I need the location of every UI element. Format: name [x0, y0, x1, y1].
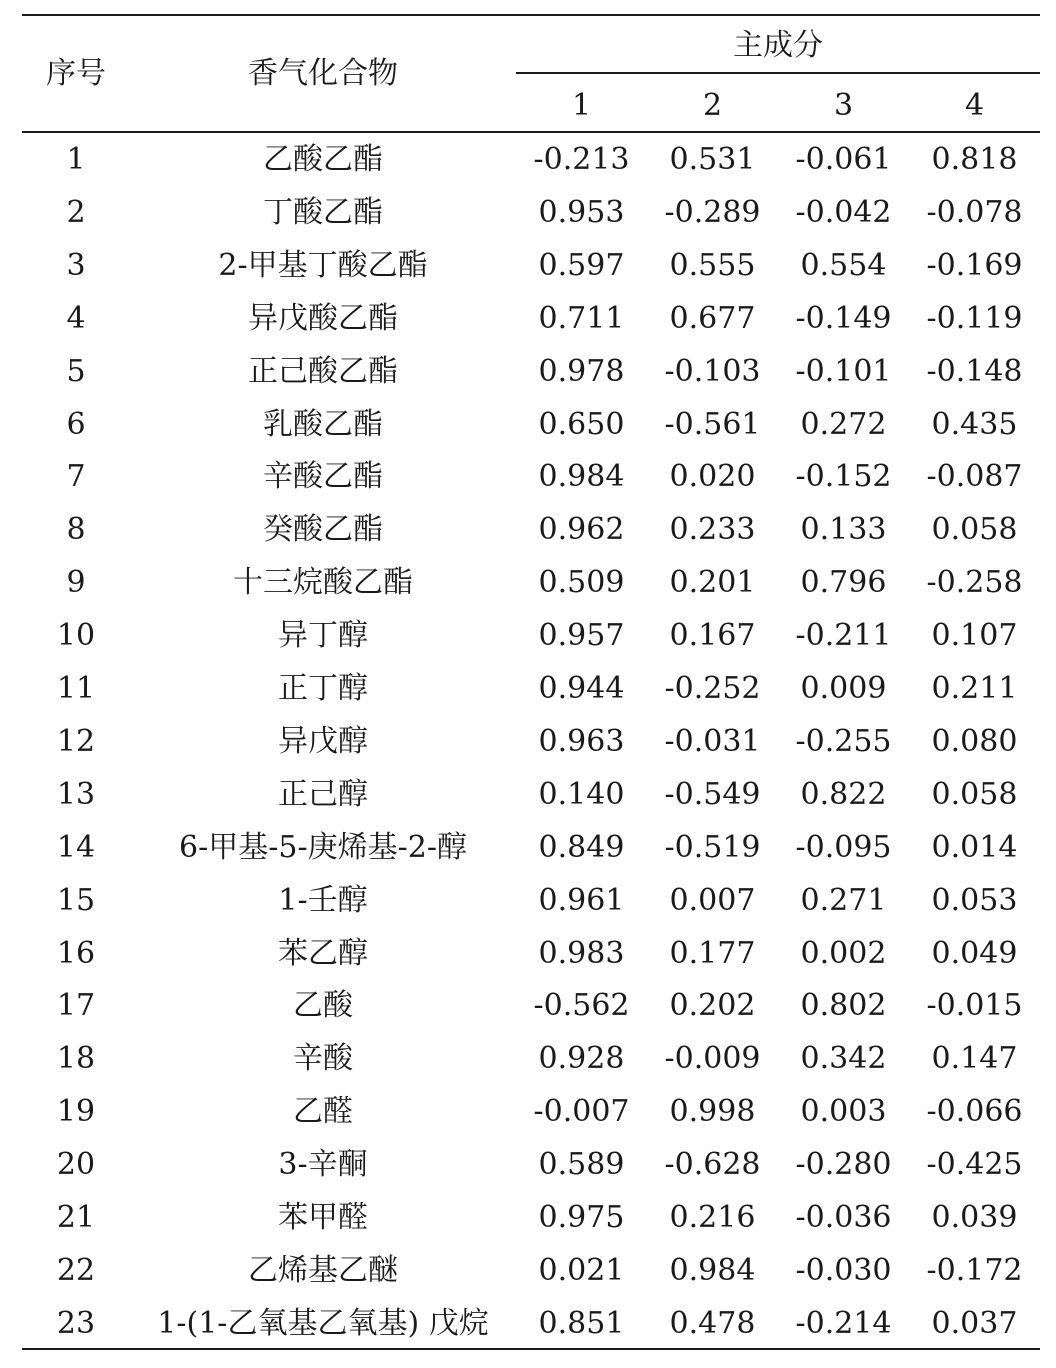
loading-value-pc1: 0.650 — [538, 406, 625, 442]
header-principal-component: 主成分 — [733, 28, 823, 63]
loading-value-pc2: 0.177 — [669, 935, 756, 971]
loading-value-pc4: -0.015 — [926, 988, 1023, 1024]
compound-name: 苯甲醛 — [278, 1200, 368, 1235]
loading-value-pc1: 0.021 — [538, 1252, 625, 1288]
table-row — [22, 663, 1040, 716]
table-row — [22, 399, 1040, 452]
loading-value-pc1: -0.007 — [533, 1094, 630, 1130]
header-component-4: 4 — [964, 88, 985, 123]
row-index: 23 — [56, 1305, 96, 1341]
compound-name: 乙酸乙酯 — [263, 142, 383, 177]
loading-value-pc3: 0.133 — [800, 512, 887, 548]
loading-value-pc1: 0.957 — [538, 618, 625, 654]
compound-name: 1-壬醇 — [278, 882, 368, 918]
table-top-rule — [22, 14, 1040, 16]
loading-value-pc3: 0.271 — [800, 882, 887, 918]
compound-name: 乙酸 — [293, 988, 353, 1024]
loading-value-pc4: -0.258 — [926, 565, 1023, 601]
table-row — [22, 1245, 1040, 1298]
loading-value-pc3: -0.152 — [795, 459, 892, 495]
compound-name: 异戊酸乙酯 — [248, 300, 398, 336]
loading-value-pc4: -0.119 — [926, 300, 1023, 336]
table-row — [22, 1033, 1040, 1086]
loading-value-pc4: 0.053 — [931, 882, 1018, 918]
loading-value-pc4: -0.172 — [926, 1252, 1023, 1288]
loading-value-pc2: 0.478 — [669, 1305, 756, 1341]
compound-name: 乳酸乙酯 — [263, 406, 383, 442]
row-index: 15 — [56, 882, 96, 918]
loading-value-pc3: -0.211 — [795, 618, 892, 654]
loading-value-pc1: 0.928 — [538, 1041, 625, 1077]
loading-value-pc1: 0.984 — [538, 459, 625, 495]
loading-value-pc2: 0.555 — [669, 247, 756, 283]
loading-value-pc3: -0.255 — [795, 723, 892, 759]
row-index: 16 — [56, 935, 96, 971]
loading-value-pc3: 0.003 — [800, 1094, 887, 1130]
loading-value-pc4: 0.037 — [931, 1305, 1018, 1341]
loading-value-pc3: 0.342 — [800, 1041, 887, 1077]
loading-value-pc2: -0.252 — [664, 671, 761, 706]
compound-name: 辛酸 — [293, 1041, 353, 1077]
loading-value-pc1: 0.953 — [538, 194, 625, 230]
compound-name: 异丁醇 — [278, 618, 368, 654]
loading-value-pc3: 0.009 — [800, 671, 887, 706]
row-index: 19 — [56, 1094, 96, 1130]
header-group-rule — [516, 72, 1040, 74]
loading-value-pc3: 0.796 — [800, 565, 887, 601]
compound-name: 十三烷酸乙酯 — [233, 565, 413, 601]
loading-value-pc4: -0.078 — [926, 194, 1023, 230]
row-index: 2 — [66, 194, 86, 230]
table-row — [22, 240, 1040, 293]
table-row — [22, 346, 1040, 399]
loading-value-pc4: -0.148 — [926, 353, 1023, 389]
compound-name: 6-甲基-5-庚烯基-2-醇 — [179, 829, 467, 865]
table-row — [22, 610, 1040, 663]
row-index: 6 — [66, 406, 86, 442]
header-component-2: 2 — [702, 88, 723, 123]
loading-value-pc2: -0.103 — [664, 353, 761, 389]
table-row — [22, 980, 1040, 1033]
loading-value-pc2: 0.020 — [669, 459, 756, 495]
loading-value-pc4: -0.087 — [926, 459, 1023, 495]
table-row — [22, 293, 1040, 346]
row-index: 3 — [66, 247, 86, 283]
loading-value-pc3: 0.554 — [800, 247, 887, 283]
loading-value-pc4: 0.211 — [931, 671, 1018, 706]
loading-value-pc4: 0.039 — [931, 1200, 1018, 1235]
row-index: 17 — [56, 988, 96, 1024]
loading-value-pc1: 0.509 — [538, 565, 625, 601]
row-index: 4 — [66, 300, 86, 336]
loading-value-pc3: -0.036 — [795, 1200, 892, 1235]
table-row — [22, 822, 1040, 875]
loading-value-pc2: 0.998 — [669, 1094, 756, 1130]
loading-value-pc2: 0.216 — [669, 1200, 756, 1235]
compound-name: 异戊醇 — [278, 723, 368, 759]
header-component-1: 1 — [571, 88, 592, 123]
row-index: 8 — [66, 512, 86, 548]
loading-value-pc1: 0.849 — [538, 829, 625, 865]
row-index: 13 — [56, 776, 96, 812]
row-index: 12 — [56, 723, 96, 759]
loading-value-pc2: 0.167 — [669, 618, 756, 654]
loading-value-pc3: -0.149 — [795, 300, 892, 336]
loading-value-pc3: -0.095 — [795, 829, 892, 865]
loading-value-pc4: 0.080 — [931, 723, 1018, 759]
loading-value-pc4: 0.107 — [931, 618, 1018, 654]
row-index: 5 — [66, 353, 86, 389]
compound-name: 乙烯基乙醚 — [248, 1252, 398, 1288]
loading-value-pc4: -0.169 — [926, 247, 1023, 283]
compound-name: 正己酸乙酯 — [248, 353, 398, 389]
loading-value-pc2: 0.531 — [669, 142, 756, 177]
loading-value-pc1: 0.962 — [538, 512, 625, 548]
loading-value-pc2: -0.031 — [664, 723, 761, 759]
row-index: 22 — [56, 1252, 96, 1288]
loading-value-pc3: -0.061 — [795, 142, 892, 177]
compound-name: 正己醇 — [278, 776, 368, 812]
row-index: 7 — [66, 459, 86, 495]
header-compound: 香气化合物 — [248, 56, 398, 91]
table-row — [22, 769, 1040, 822]
loading-value-pc2: -0.009 — [664, 1041, 761, 1077]
loading-value-pc3: -0.030 — [795, 1252, 892, 1288]
loading-value-pc3: 0.002 — [800, 935, 887, 971]
loading-value-pc1: 0.597 — [538, 247, 625, 283]
loading-value-pc4: -0.425 — [926, 1147, 1023, 1183]
loading-value-pc1: 0.978 — [538, 353, 625, 389]
compound-name: 苯乙醇 — [278, 935, 368, 971]
row-index: 18 — [56, 1041, 96, 1077]
compound-name: 1-(1-乙氧基乙氧基) 戊烷 — [157, 1305, 489, 1341]
header-index: 序号 — [46, 56, 106, 91]
table-row — [22, 928, 1040, 981]
loading-value-pc1: 0.944 — [538, 671, 625, 706]
loading-value-pc2: 0.202 — [669, 988, 756, 1024]
loading-value-pc2: -0.561 — [664, 406, 761, 442]
table-row — [22, 557, 1040, 610]
loading-value-pc2: -0.628 — [664, 1147, 761, 1183]
loading-value-pc4: 0.049 — [931, 935, 1018, 971]
loading-value-pc3: 0.822 — [800, 776, 887, 812]
header-component-3: 3 — [833, 88, 854, 123]
loading-value-pc2: 0.677 — [669, 300, 756, 336]
loading-value-pc2: 0.201 — [669, 565, 756, 601]
loading-value-pc3: -0.280 — [795, 1147, 892, 1183]
table-row — [22, 1086, 1040, 1139]
compound-name: 2-甲基丁酸乙酯 — [218, 247, 428, 283]
row-index: 20 — [56, 1147, 96, 1183]
row-index: 11 — [56, 671, 96, 706]
loading-value-pc1: 0.983 — [538, 935, 625, 971]
loading-value-pc1: 0.963 — [538, 723, 625, 759]
compound-name: 正丁醇 — [278, 671, 368, 706]
row-index: 21 — [56, 1200, 96, 1235]
loading-value-pc1: -0.562 — [533, 988, 630, 1024]
loading-value-pc1: 0.851 — [538, 1305, 625, 1341]
loading-value-pc1: 0.140 — [538, 776, 625, 812]
compound-name: 辛酸乙酯 — [263, 459, 383, 495]
compound-name: 癸酸乙酯 — [263, 512, 383, 548]
loading-value-pc1: 0.589 — [538, 1147, 625, 1183]
loading-value-pc3: -0.214 — [795, 1305, 892, 1341]
loading-value-pc3: 0.272 — [800, 406, 887, 442]
loading-value-pc2: -0.289 — [664, 194, 761, 230]
loading-value-pc2: 0.007 — [669, 882, 756, 918]
loading-value-pc1: 0.711 — [538, 300, 625, 336]
loading-value-pc4: 0.058 — [931, 776, 1018, 812]
loading-value-pc4: 0.014 — [931, 829, 1018, 865]
table-row — [22, 504, 1040, 557]
table-row — [22, 1298, 1040, 1351]
loading-value-pc3: 0.802 — [800, 988, 887, 1024]
row-index: 9 — [66, 565, 86, 601]
compound-name: 3-辛酮 — [278, 1147, 368, 1183]
compound-name: 丁酸乙酯 — [263, 194, 383, 230]
loading-value-pc2: 0.233 — [669, 512, 756, 548]
table-row — [22, 451, 1040, 504]
table-row — [22, 1139, 1040, 1192]
table-row — [22, 716, 1040, 769]
table-row — [22, 875, 1040, 928]
loading-value-pc2: -0.549 — [664, 776, 761, 812]
row-index: 1 — [66, 142, 86, 177]
loading-value-pc4: 0.147 — [931, 1041, 1018, 1077]
header-bottom-rule — [22, 131, 1040, 133]
loading-value-pc4: 0.058 — [931, 512, 1018, 548]
table-row — [22, 187, 1040, 240]
row-index: 14 — [56, 829, 96, 865]
loading-value-pc4: 0.435 — [931, 406, 1018, 442]
loading-value-pc3: -0.101 — [795, 353, 892, 389]
loading-value-pc2: -0.519 — [664, 829, 761, 865]
loading-value-pc1: -0.213 — [533, 142, 630, 177]
table-bottom-rule — [22, 1348, 1040, 1350]
compound-name: 乙醛 — [293, 1094, 353, 1130]
loading-value-pc1: 0.975 — [538, 1200, 625, 1235]
loading-value-pc4: -0.066 — [926, 1094, 1023, 1130]
table-row — [22, 134, 1040, 187]
loading-value-pc2: 0.984 — [669, 1252, 756, 1288]
loading-value-pc4: 0.818 — [931, 142, 1018, 177]
row-index: 10 — [56, 618, 96, 654]
loading-value-pc3: -0.042 — [795, 194, 892, 230]
loading-value-pc1: 0.961 — [538, 882, 625, 918]
table-row — [22, 1192, 1040, 1245]
